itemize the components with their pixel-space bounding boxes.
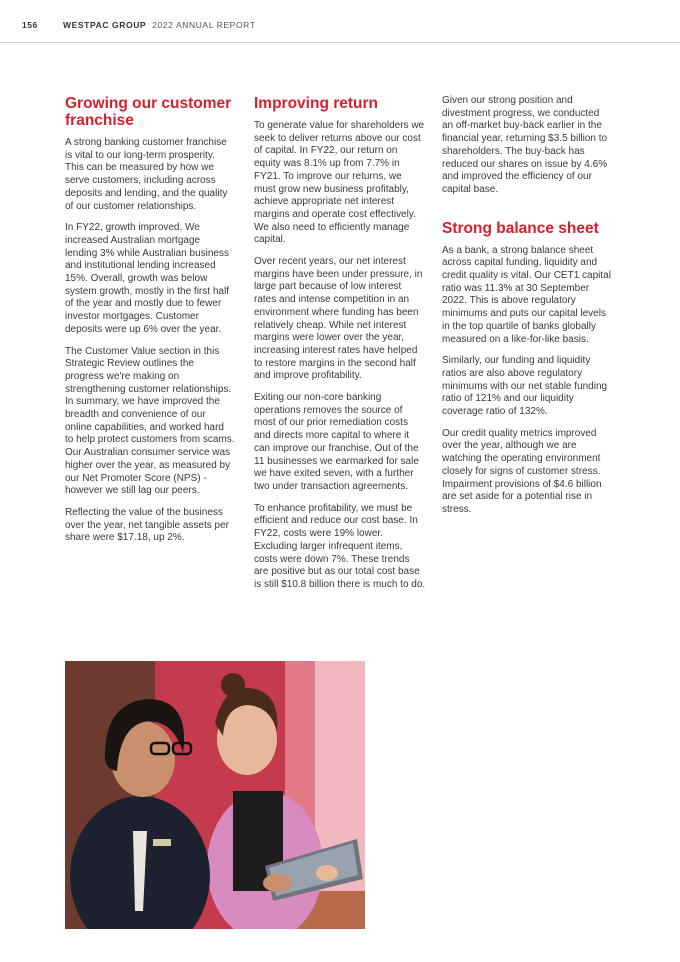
paragraph: To enhance profitability, we must be efficient and reduce our cost base. In FY22, costs were 19% lower. Excluding larger infrequent items, costs were down 7%. These trends are positive but as our total cost base is still $10.8 billion there is much to do. [254,502,426,590]
paragraph: To generate value for shareholders we seek to deliver returns above our cost of capital. In FY22, our return on equity was 8.1% up from 7.7% in FY21. To improve our returns, we must grow new business profitably, achieve appropriate net interest margins and operate cost effectively. We also need to efficiently manage capital. [254,120,425,246]
paragraph: The Customer Value section in this Strategic Review outlines the progress we're making on strengthening customer relationships. In summary, we have improved the breadth and convenience of our online capabilities, and worked hard to help protect customers from scams. Our Australian consumer service was higher over the year, as measured by our Net Promoter Score (NPS) - however we still lag our peers. [65,345,235,497]
paragraph: Reflecting the value of the business over the year, net tangible assets per share were $17.18, up 2%. [65,506,229,544]
page-header [0,0,680,43]
paragraph: Over recent years, our net interest margins have been under pressure, in large part because of low interest rates and intense competition in an environment where funding has been relatively cheap. While net interest margins were lower over the year, increasing interest rates have helped to restore margins in the second half and improve profitability. [254,256,423,382]
paragraph: As a bank, a strong balance sheet across capital funding, liquidity and credit quality is vital. Our CET1 capital ratio was 11.3% at 30 September 2022. This is above regulatory minimums and puts our capital levels in the top quartile of banks globally measured on a like-for-like basis. [442,244,611,345]
page-number: 156 [22,20,38,30]
column-franchise [65,95,235,554]
heading-improving-return: Improving return [254,95,379,112]
paragraph: In FY22, growth improved. We increased Australian mortgage lending 3% while Australian business and institutional lending increased 15%. Overall, growth was below system growth, mostly in the first half of the year and mostly due to fewer investor mortgages. Customer deposits were up 6% over the year. [65,222,229,335]
paragraph: Exiting our non-core banking operations removes the source of most of our prior remediation costs and directs more capital to where it can improve our franchise. Out of the 11 businesses we earmarked for sale we have exited seven, with a further two under transaction agreements. [254,392,419,492]
column-balance-sheet [442,95,612,526]
photo-illustration [65,661,365,929]
section-gap [442,206,612,220]
paragraph: A strong banking customer franchise is vital to our long-term prosperity. This can be measured by how we serve customers, including across deposits and lending, and the quality of our customer relationships. [65,137,228,212]
paragraph: Similarly, our funding and liquidity ratios are also above regulatory minimums with our net stable funding ratio of 121% and our liquidity coverage ratio of 132%. [442,355,608,418]
paragraph: Our credit quality metrics improved over the year, although we are watching the operating environment closely for signs of customer stress. Impairment provisions of $4.6 billion are set aside for a potential rise in stress. [442,427,602,515]
heading-strong-balance-sheet: Strong balance sheet [442,219,599,237]
heading-growing-franchise: Growing our customer franchise [65,95,232,129]
photo-two-women-with-tablet [65,661,365,929]
paragraph: Given our strong position and divestment progress, we conducted an off-market buy-back earlier in the financial year, returning $3.5 billion to shareholders. The buy-back has reduced our shares on issue by 4.6% and improved the efficiency of our capital base. [442,95,608,195]
report-title: 2022 ANNUAL REPORT [152,20,256,30]
running-header [63,20,256,30]
publisher-name: WESTPAC GROUP [63,20,147,30]
column-return [254,95,426,601]
